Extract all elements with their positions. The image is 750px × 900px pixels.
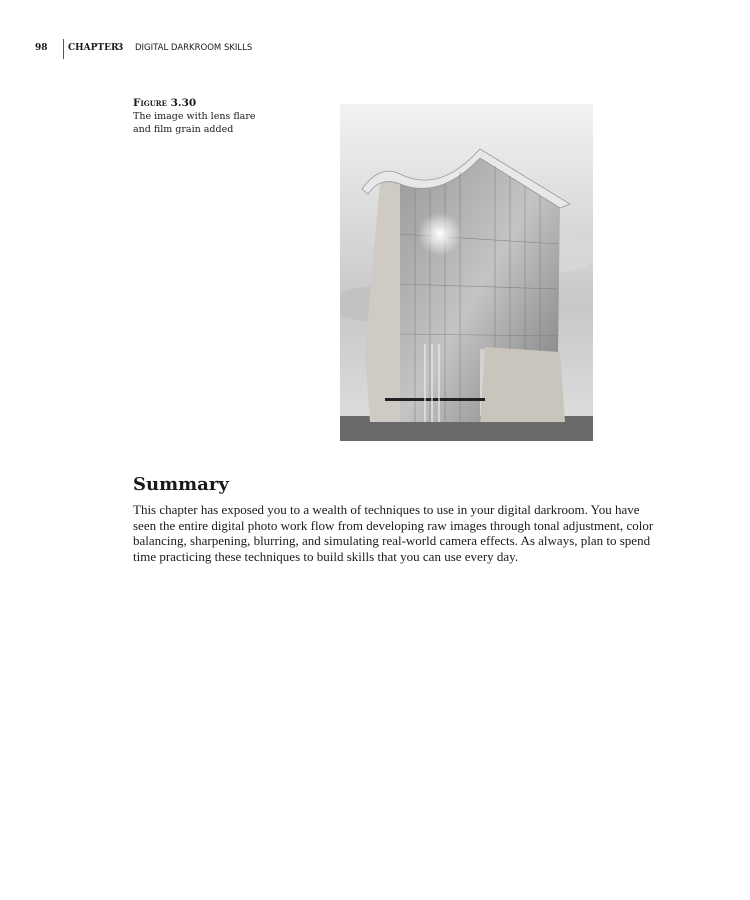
body-line: seen the entire digital photo work flow from developing raw images through tonal adjustment, color (133, 517, 654, 533)
section-body (133, 502, 693, 564)
body-line: time practicing these techniques to build skills that you can use every day. (133, 548, 519, 564)
chapter-title: DIGITAL DARKROOM SKILLS (135, 43, 253, 53)
chapter-label: CHAPTER (68, 43, 119, 53)
building-photo (340, 104, 593, 441)
section-heading: Summary (133, 474, 229, 495)
chapter-number: 3 (117, 43, 124, 53)
body-line: balancing, sharpening, blurring, and simulating real-world camera effects. As always, plan to spend (133, 533, 651, 549)
page-number: 98 (35, 43, 48, 53)
figure-label: Figure 3.30 (133, 97, 197, 109)
body-line: This chapter has exposed you to a wealth of techniques to use in your digital darkroom. You have (133, 502, 640, 517)
figure-caption (133, 97, 256, 136)
caption-line: and film grain added (133, 124, 234, 135)
header-divider (63, 39, 64, 59)
caption-line: The image with lens flare (133, 111, 256, 122)
